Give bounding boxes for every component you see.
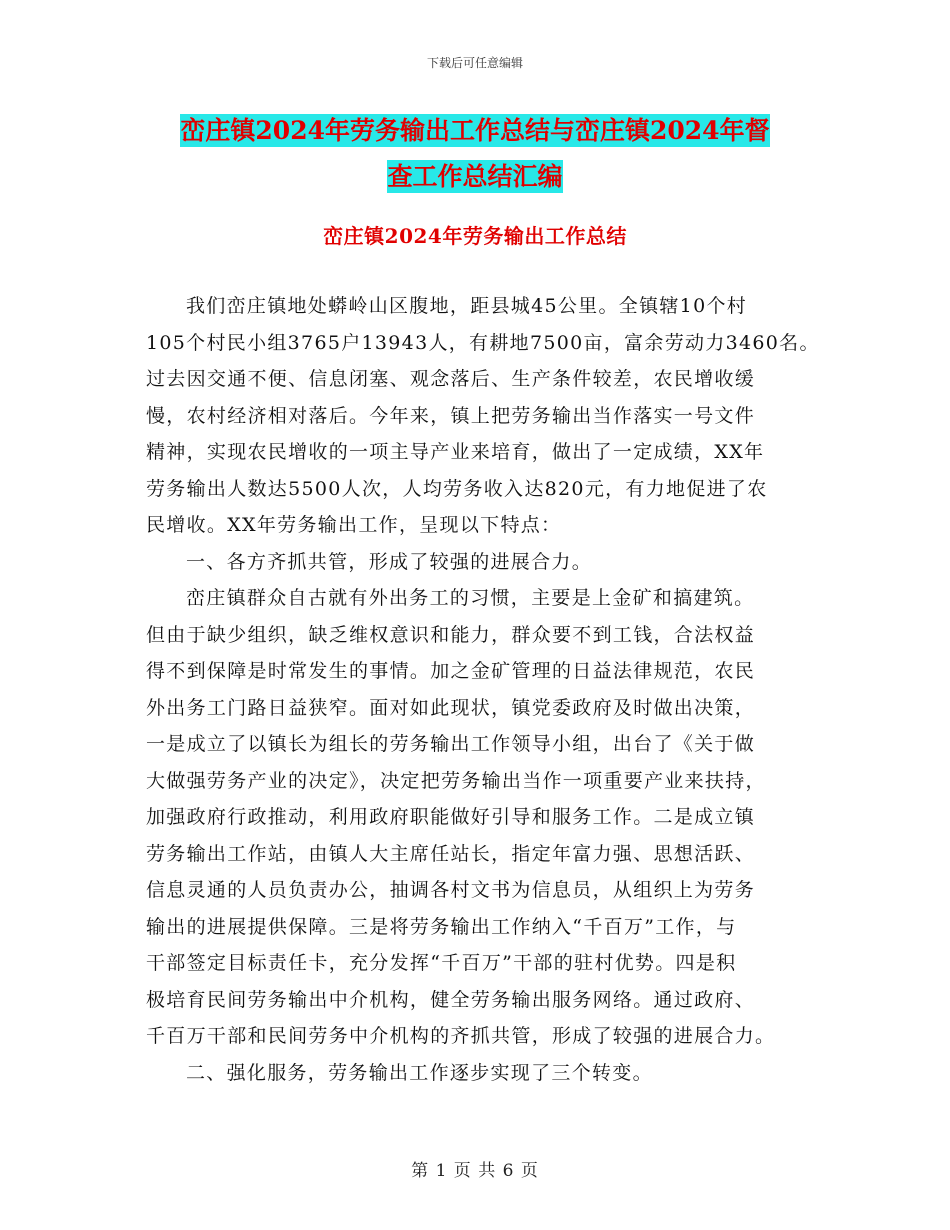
paragraph-line: 得不到保障是时常发生的事情。加之金矿管理的日益法律规范，农民 (146, 660, 756, 682)
title-line-1: 峦庄镇2024年劳务输出工作总结与峦庄镇2024年督 (180, 116, 770, 145)
paragraph-line: 峦庄镇群众自古就有外出务工的习惯，主要是上金矿和搞建筑。 (186, 587, 755, 609)
paragraph-line: 信息灵通的人员负责办公，抽调各村文书为信息员，从组织上为劳务 (146, 879, 756, 901)
paragraph-line: 输出的进展提供保障。三是将劳务输出工作纳入“千百万”工作，与 (146, 915, 737, 938)
header-note: 下载后可任意编辑 (426, 56, 523, 70)
paragraph-line: 我们峦庄镇地处蟒岭山区腹地，距县城45公里。全镇辖10个村 (186, 295, 748, 317)
body-text (146, 288, 846, 1091)
paragraph-line: 大做强劳务产业的决定》，决定把劳务输出当作一项重要产业来扶持， (146, 769, 766, 792)
paragraph-line: 千百万干部和民间劳务中介机构的齐抓共管，形成了较强的进展合力。 (146, 1025, 776, 1047)
page-footer: 第 1 页 共 6 页 (411, 1161, 539, 1181)
paragraph-line: 外出务工门路日益狭窄。面对如此现状，镇党委政府及时做出决策， (146, 696, 756, 719)
paragraph-line: 精神，实现农民增收的一项主导产业来培育，做出了一定成绩，XX年 (146, 441, 765, 463)
paragraph-line: 劳务输出工作站，由镇人大主席任站长，指定年富力强、思想活跃、 (146, 842, 756, 865)
paragraph-line: 劳务输出人数达5500人次，人均劳务收入达820元，有力地促进了农 (146, 477, 768, 500)
paragraph-line: 极培育民间劳务输出中介机构，健全劳务输出服务网络。通过政府、 (146, 988, 756, 1011)
paragraph-line: 105个村民小组3765户13943人，有耕地7500亩，富余劳动力3460名。 (146, 331, 820, 354)
paragraph-line: 民增收。XX年劳务输出工作，呈现以下特点： (146, 514, 562, 536)
paragraph-line: 干部签定目标责任卡，充分发挥“千百万”干部的驻村优势。四是积 (146, 952, 737, 974)
paragraph-line: 过去因交通不便、信息闭塞、观念落后、生产条件较差，农民增收缓 (146, 368, 756, 390)
paragraph-line: 但由于缺少组织，缺乏维权意识和能力，群众要不到工钱，合法权益 (146, 623, 756, 646)
title-line-2: 查工作总结汇编 (387, 162, 563, 191)
paragraph-line: 一是成立了以镇长为组长的劳务输出工作领导小组，出台了《关于做 (146, 733, 756, 755)
section-heading-2: 二、强化服务，劳务输出工作逐步实现了三个转变。 (186, 1061, 653, 1084)
document-title (130, 108, 820, 200)
paragraph-line: 慢，农村经济相对落后。今年来，镇上把劳务输出当作落实一号文件 (146, 404, 756, 427)
section-heading-1: 一、各方齐抓共管，形成了较强的进展合力。 (186, 550, 593, 573)
paragraph-line: 加强政府行政推动，利用政府职能做好引导和服务工作。二是成立镇 (146, 806, 756, 828)
section-title: 峦庄镇2024年劳务输出工作总结 (323, 224, 627, 248)
